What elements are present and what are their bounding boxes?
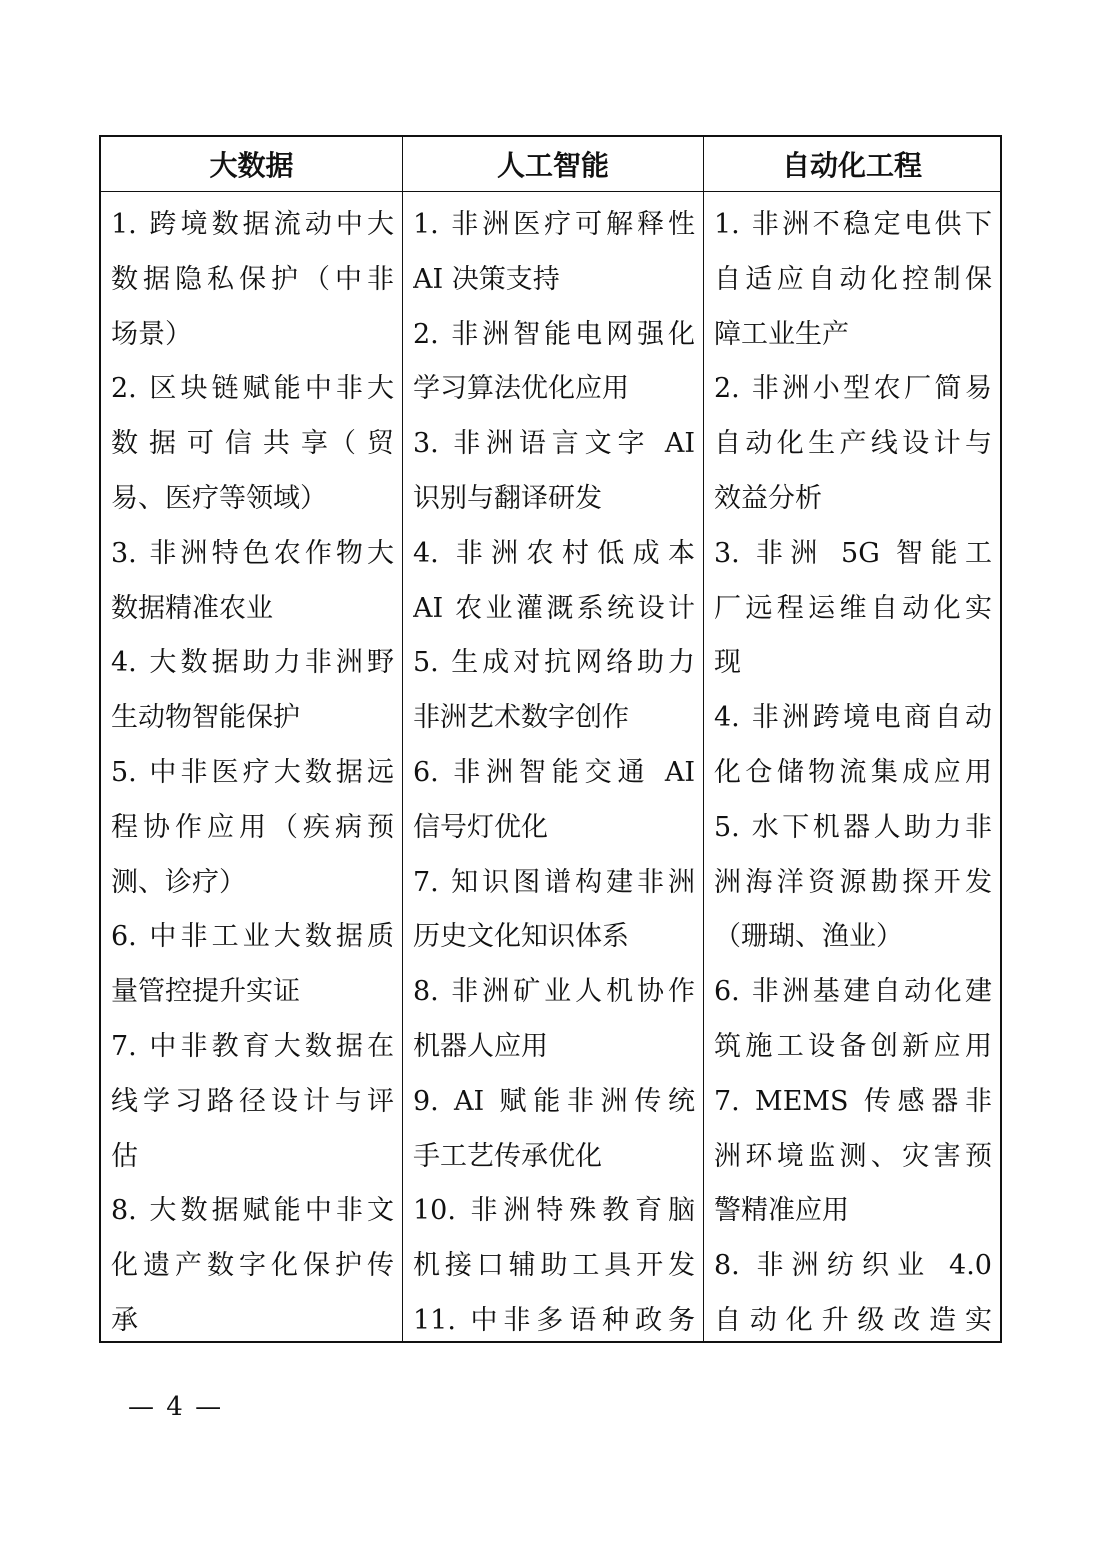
table-line: 效益分析 <box>714 482 822 514</box>
header-artificial-intelligence: 人工智能 <box>402 137 703 192</box>
table-line: 9. AI 赋能非洲传统 <box>413 1085 695 1117</box>
table-line: 2. 区块链赋能中非大 <box>111 373 394 405</box>
header-automation-engineering: 自动化工程 <box>703 137 1000 192</box>
table-line: 3. 非洲特色农作物大 <box>111 537 394 569</box>
table-line: 6. 非洲智能交通 AI <box>413 756 695 788</box>
table-line: 6. 非洲基建自动化建 <box>714 976 992 1008</box>
table-line: 自动化升级改造实 <box>714 1304 992 1336</box>
table-line: 洲海洋资源勘探开发 <box>714 866 992 898</box>
table-line: 非洲艺术数字创作 <box>413 702 629 734</box>
table-line: 2. 非洲小型农厂简易 <box>714 373 992 405</box>
table-line: 程协作应用（疾病预 <box>111 811 394 843</box>
table-line: 量管控提升实证 <box>111 976 300 1008</box>
table-line: 自动化生产线设计与 <box>714 428 992 460</box>
table-line: 化遗产数字化保护传 <box>111 1250 394 1282</box>
table-line: 筑施工设备创新应用 <box>714 1030 992 1062</box>
table-line: 7. MEMS 传感器非 <box>714 1085 992 1117</box>
table-line: 1. 非洲医疗可解释性 <box>413 209 695 240</box>
table-line: 数据精准农业 <box>111 592 273 624</box>
header-big-data: 大数据 <box>101 137 402 192</box>
table-line: 历史文化知识体系 <box>413 921 629 953</box>
table-line: AI 决策支持 <box>413 263 560 295</box>
table-line: 现 <box>714 647 741 679</box>
table-line: 机接口辅助工具开发 <box>413 1250 695 1282</box>
table-line: 场景） <box>111 318 192 350</box>
table-line: 线学习路径设计与评 <box>111 1085 394 1117</box>
table-line: 承 <box>111 1304 138 1336</box>
table-line: 机器人应用 <box>413 1030 548 1062</box>
table-line: 5. 生成对抗网络助力 <box>413 647 695 679</box>
ai-topics-cell <box>402 192 703 1341</box>
table-line: 3. 非洲 5G 智能工 <box>714 537 992 569</box>
table-line: 11. 中非多语种政务 <box>413 1304 695 1336</box>
table-line: 易、医疗等领域） <box>111 482 327 514</box>
table-line: 学习算法优化应用 <box>413 373 629 405</box>
table-line: 8. 非洲矿业人机协作 <box>413 976 695 1008</box>
table-line: 估 <box>111 1140 138 1172</box>
table-line: 测、诊疗） <box>111 866 246 898</box>
table-line: 8. 大数据赋能中非文 <box>111 1195 394 1227</box>
table-line: 10. 非洲特殊教育脑 <box>413 1195 695 1227</box>
table-line: 3. 非洲语言文字 AI <box>413 428 695 460</box>
table-line: 1. 跨境数据流动中大 <box>111 209 394 240</box>
table-line: 厂远程运维自动化实 <box>714 592 992 624</box>
topics-table <box>99 135 1002 1343</box>
table-line: 洲环境监测、灾害预 <box>714 1140 992 1172</box>
table-line: 自适应自动化控制保 <box>714 263 992 295</box>
table-line: 1. 非洲不稳定电供下 <box>714 209 992 240</box>
table-line: 2. 非洲智能电网强化 <box>413 318 695 350</box>
big-data-topics-cell <box>101 192 402 1341</box>
table-line: 4. 大数据助力非洲野 <box>111 647 394 679</box>
table-line: 4. 非洲跨境电商自动 <box>714 702 992 734</box>
table-line: 6. 中非工业大数据质 <box>111 921 394 953</box>
table-line: 7. 中非教育大数据在 <box>111 1030 394 1062</box>
table-line: 5. 中非医疗大数据远 <box>111 756 394 788</box>
page-number: — 4 — <box>128 1392 224 1422</box>
table-line: 数据隐私保护（中非 <box>111 263 394 295</box>
table-line: （珊瑚、渔业） <box>714 921 903 953</box>
table-line: 识别与翻译研发 <box>413 482 602 514</box>
table-line: 障工业生产 <box>714 318 849 350</box>
table-line: 8. 非洲纺织业 4.0 <box>714 1250 992 1282</box>
table-line: 5. 水下机器人助力非 <box>714 811 992 843</box>
table-line: 信号灯优化 <box>413 811 548 843</box>
table-line: 数 据 可 信 共 享（ 贸 <box>111 428 394 460</box>
table-line: 4. 非洲农村低成本 <box>413 537 695 569</box>
table-line: 化仓储物流集成应用 <box>714 756 992 788</box>
table-line: 警精准应用 <box>714 1195 849 1227</box>
table-line: 生动物智能保护 <box>111 702 300 734</box>
table-line: 7. 知识图谱构建非洲 <box>413 866 695 898</box>
automation-topics-cell <box>703 192 1000 1341</box>
table-line: 手工艺传承优化 <box>413 1140 602 1172</box>
table-line: AI 农业灌溉系统设计 <box>413 592 695 624</box>
